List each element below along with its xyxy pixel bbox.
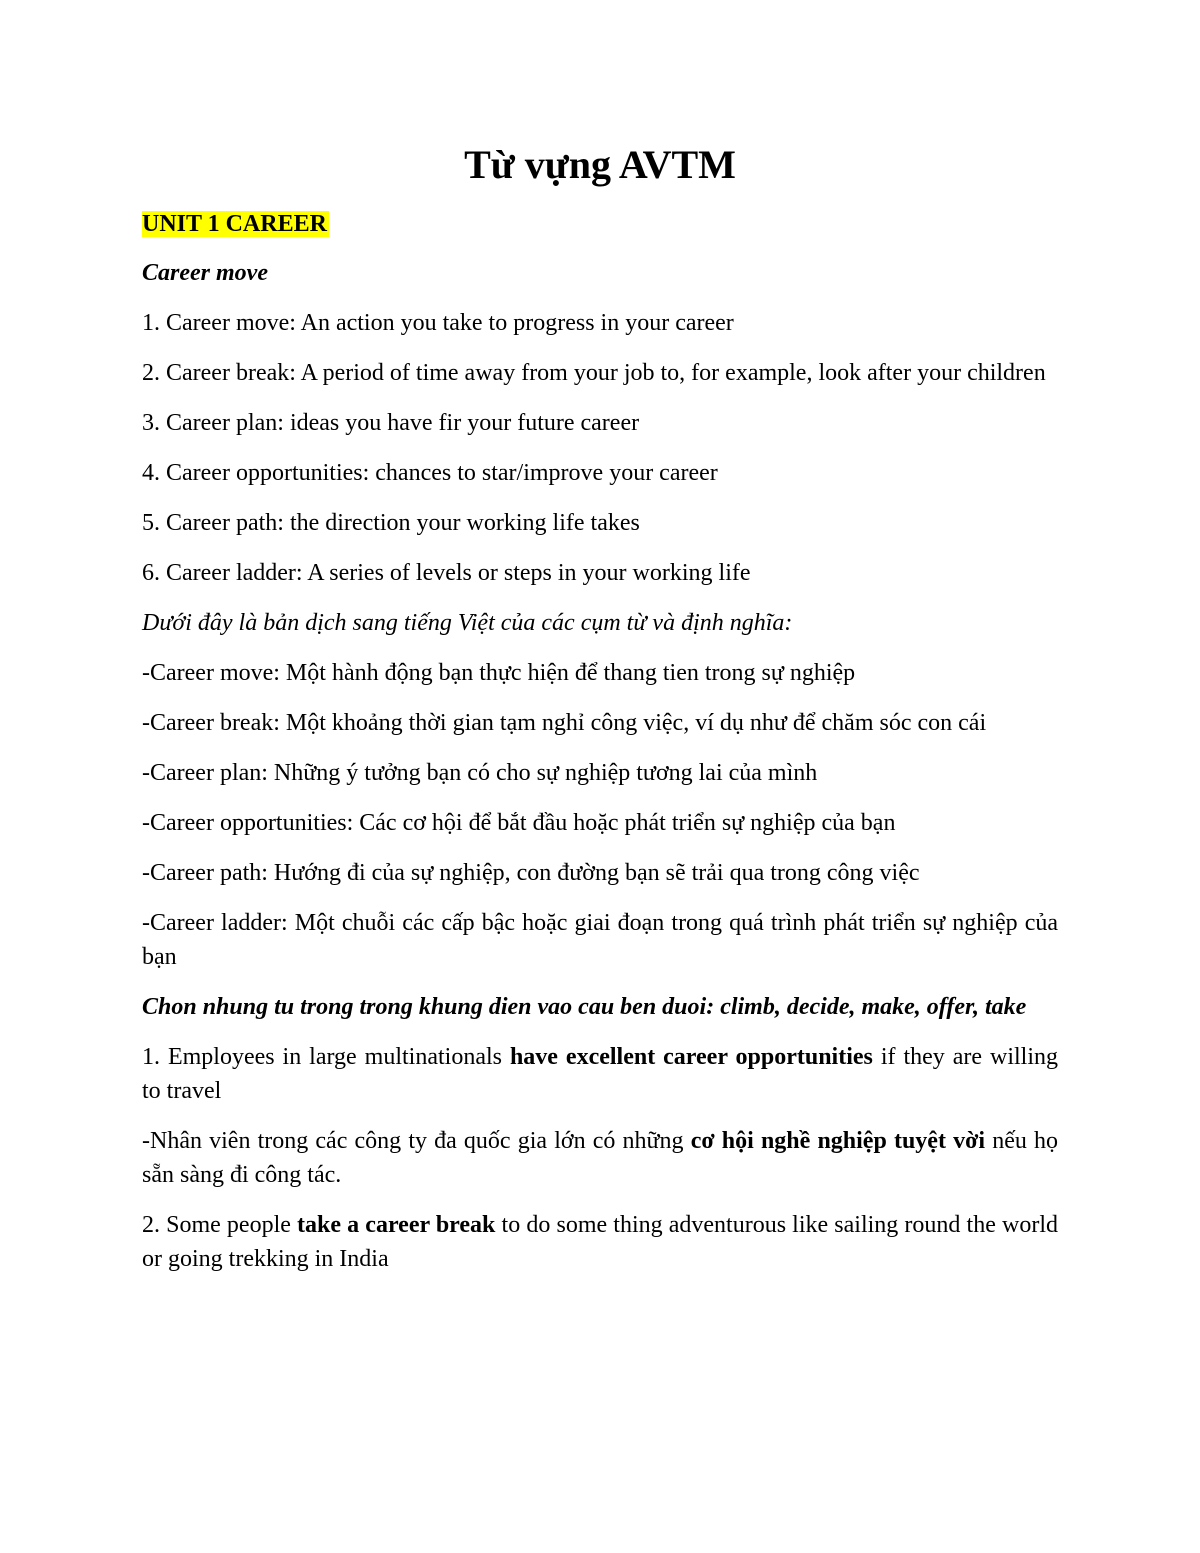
exercise-2-after: to do some thing adventurous like sailing round the world or going trekking in India: [142, 1212, 1059, 1272]
exercise-2-bold: take a career break: [297, 1212, 496, 1238]
exercise-1: [142, 1040, 1058, 1108]
translation-2: -Career break: Một khoảng thời gian tạm nghỉ công việc, ví dụ như để chăm sóc con cái: [142, 710, 987, 736]
definition-1: 1. Career move: An action you take to progress in your career: [142, 310, 734, 336]
translation-4: -Career opportunities: Các cơ hội để bắt đầu hoặc phát triển sự nghiệp của bạn: [142, 810, 896, 836]
exercise-1-translation-before: -Nhân viên trong các công ty đa quốc gia lớn có những: [142, 1128, 691, 1154]
translation-1: -Career move: Một hành động bạn thực hiện để thang tien trong sự nghiệp: [142, 660, 856, 686]
definition-5: 5. Career path: the direction your working life takes: [142, 510, 640, 536]
exercise-1-before: 1. Employees in large multinationals: [142, 1044, 510, 1070]
document-page: [142, 130, 1058, 1276]
translation-5: -Career path: Hướng đi của sự nghiệp, con đường bạn sẽ trải qua trong công việc: [142, 860, 920, 886]
definition-3: 3. Career plan: ideas you have fir your future career: [142, 410, 640, 436]
section-heading: Career move: [142, 260, 268, 286]
exercise-1-translation-bold: cơ hội nghề nghiệp tuyệt vời: [690, 1128, 986, 1154]
exercise-2: [142, 1208, 1058, 1276]
translation-6: -Career ladder: Một chuỗi các cấp bậc hoặc giai đoạn trong quá trình phát triển sự nghiệp của bạn: [142, 910, 1058, 970]
exercise-heading: Chon nhung tu trong trong khung dien vao cau ben duoi: climb, decide, make, offer, take: [142, 994, 1027, 1020]
translation-3: -Career plan: Những ý tưởng bạn có cho sự nghiệp tương lai của mình: [142, 760, 818, 786]
definition-6: 6. Career ladder: A series of levels or steps in your working life: [142, 560, 751, 586]
exercise-1-translation: [142, 1124, 1058, 1192]
exercise-1-after: if they are willing to travel: [142, 1044, 1058, 1104]
unit-heading-line: [142, 208, 1058, 240]
exercise-1-translation-after: nếu họ sẵn sàng đi công tác.: [142, 1128, 1058, 1188]
exercise-1-bold: have excellent career opportunities: [509, 1044, 873, 1070]
definition-2: 2. Career break: A period of time away from your job to, for example, look after your children: [142, 360, 1046, 386]
translation-intro: Dưới đây là bản dịch sang tiếng Việt của các cụm từ và định nghĩa:: [142, 610, 793, 636]
document-title: Từ vựng AVTM: [464, 142, 736, 187]
exercise-2-before: 2. Some people: [142, 1212, 298, 1238]
definition-4: 4. Career opportunities: chances to star/improve your career: [142, 460, 718, 486]
unit-heading: UNIT 1 CAREER: [142, 211, 327, 237]
